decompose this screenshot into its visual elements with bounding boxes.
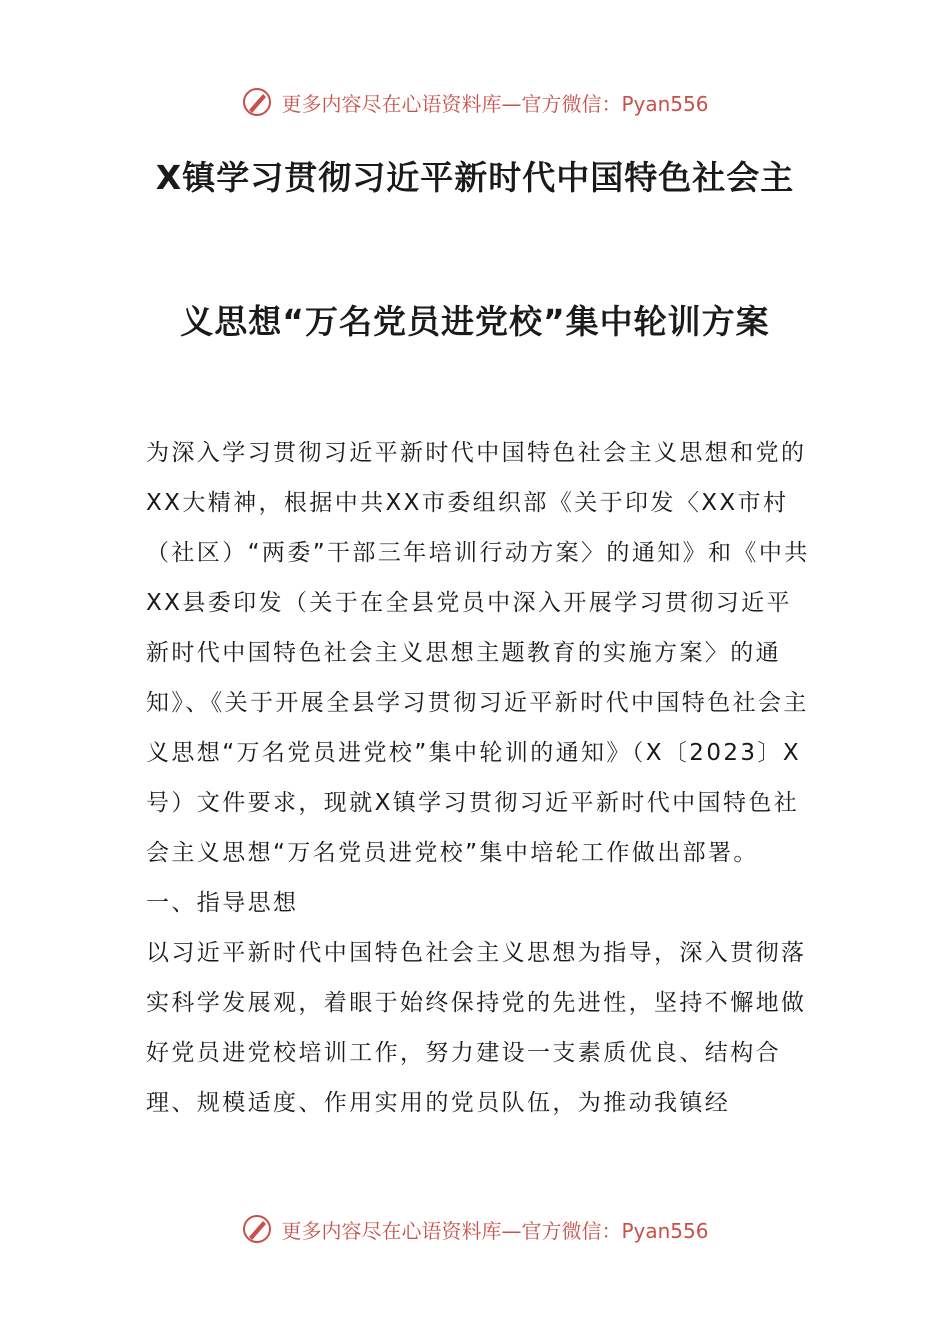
watermark-bottom bbox=[0, 1213, 950, 1245]
paragraph-intro: 为深入学习贯彻习近平新时代中国特色社会主义思想和党的XX大精神，根据中共XX市委组织部《关于印发〈XX市村（社区）“两委”干部三年培训行动方案〉的通知》和《中共XX县委印发（关于在全县党员中深入开展学习贯彻习近平新时代中国特色社会主义思想主题教育的实施方案〉的通知》、《关于开展全县学习贯彻习近平新时代中国特色社会主义思想“万名党员进党校”集中轮训的通知》（X〔2023〕X号）文件要求，现就X镇学习贯彻习近平新时代中国特色社会主义思想“万名党员进党校”集中培轮工作做出部署。 bbox=[146, 440, 810, 866]
pen-circle-logo-icon bbox=[241, 1213, 273, 1245]
watermark-text: 更多内容尽在心语资料库—官方微信：Pyan556 bbox=[281, 91, 709, 116]
document-title-line1: X镇学习贯彻习近平新时代中国特色社会主 bbox=[155, 158, 795, 197]
document-body bbox=[146, 428, 816, 1128]
paragraph-guiding-ideology: 以习近平新时代中国特色社会主义思想为指导，深入贯彻落实科学发展观，着眼于始终保持党的先进性，坚持不懈地做好党员进党校培训工作，努力建设一支素质优良、结构合理、规模适度、作用实用的党员队伍，为推动我镇经 bbox=[146, 940, 807, 1116]
section-heading: 一、指导思想 bbox=[146, 890, 299, 916]
watermark-top bbox=[0, 86, 950, 118]
document-title-line2: 义思想“万名党员进党校”集中轮训方案 bbox=[180, 302, 770, 341]
pen-circle-logo-icon bbox=[241, 86, 273, 118]
watermark-text: 更多内容尽在心语资料库—官方微信：Pyan556 bbox=[281, 1218, 709, 1243]
